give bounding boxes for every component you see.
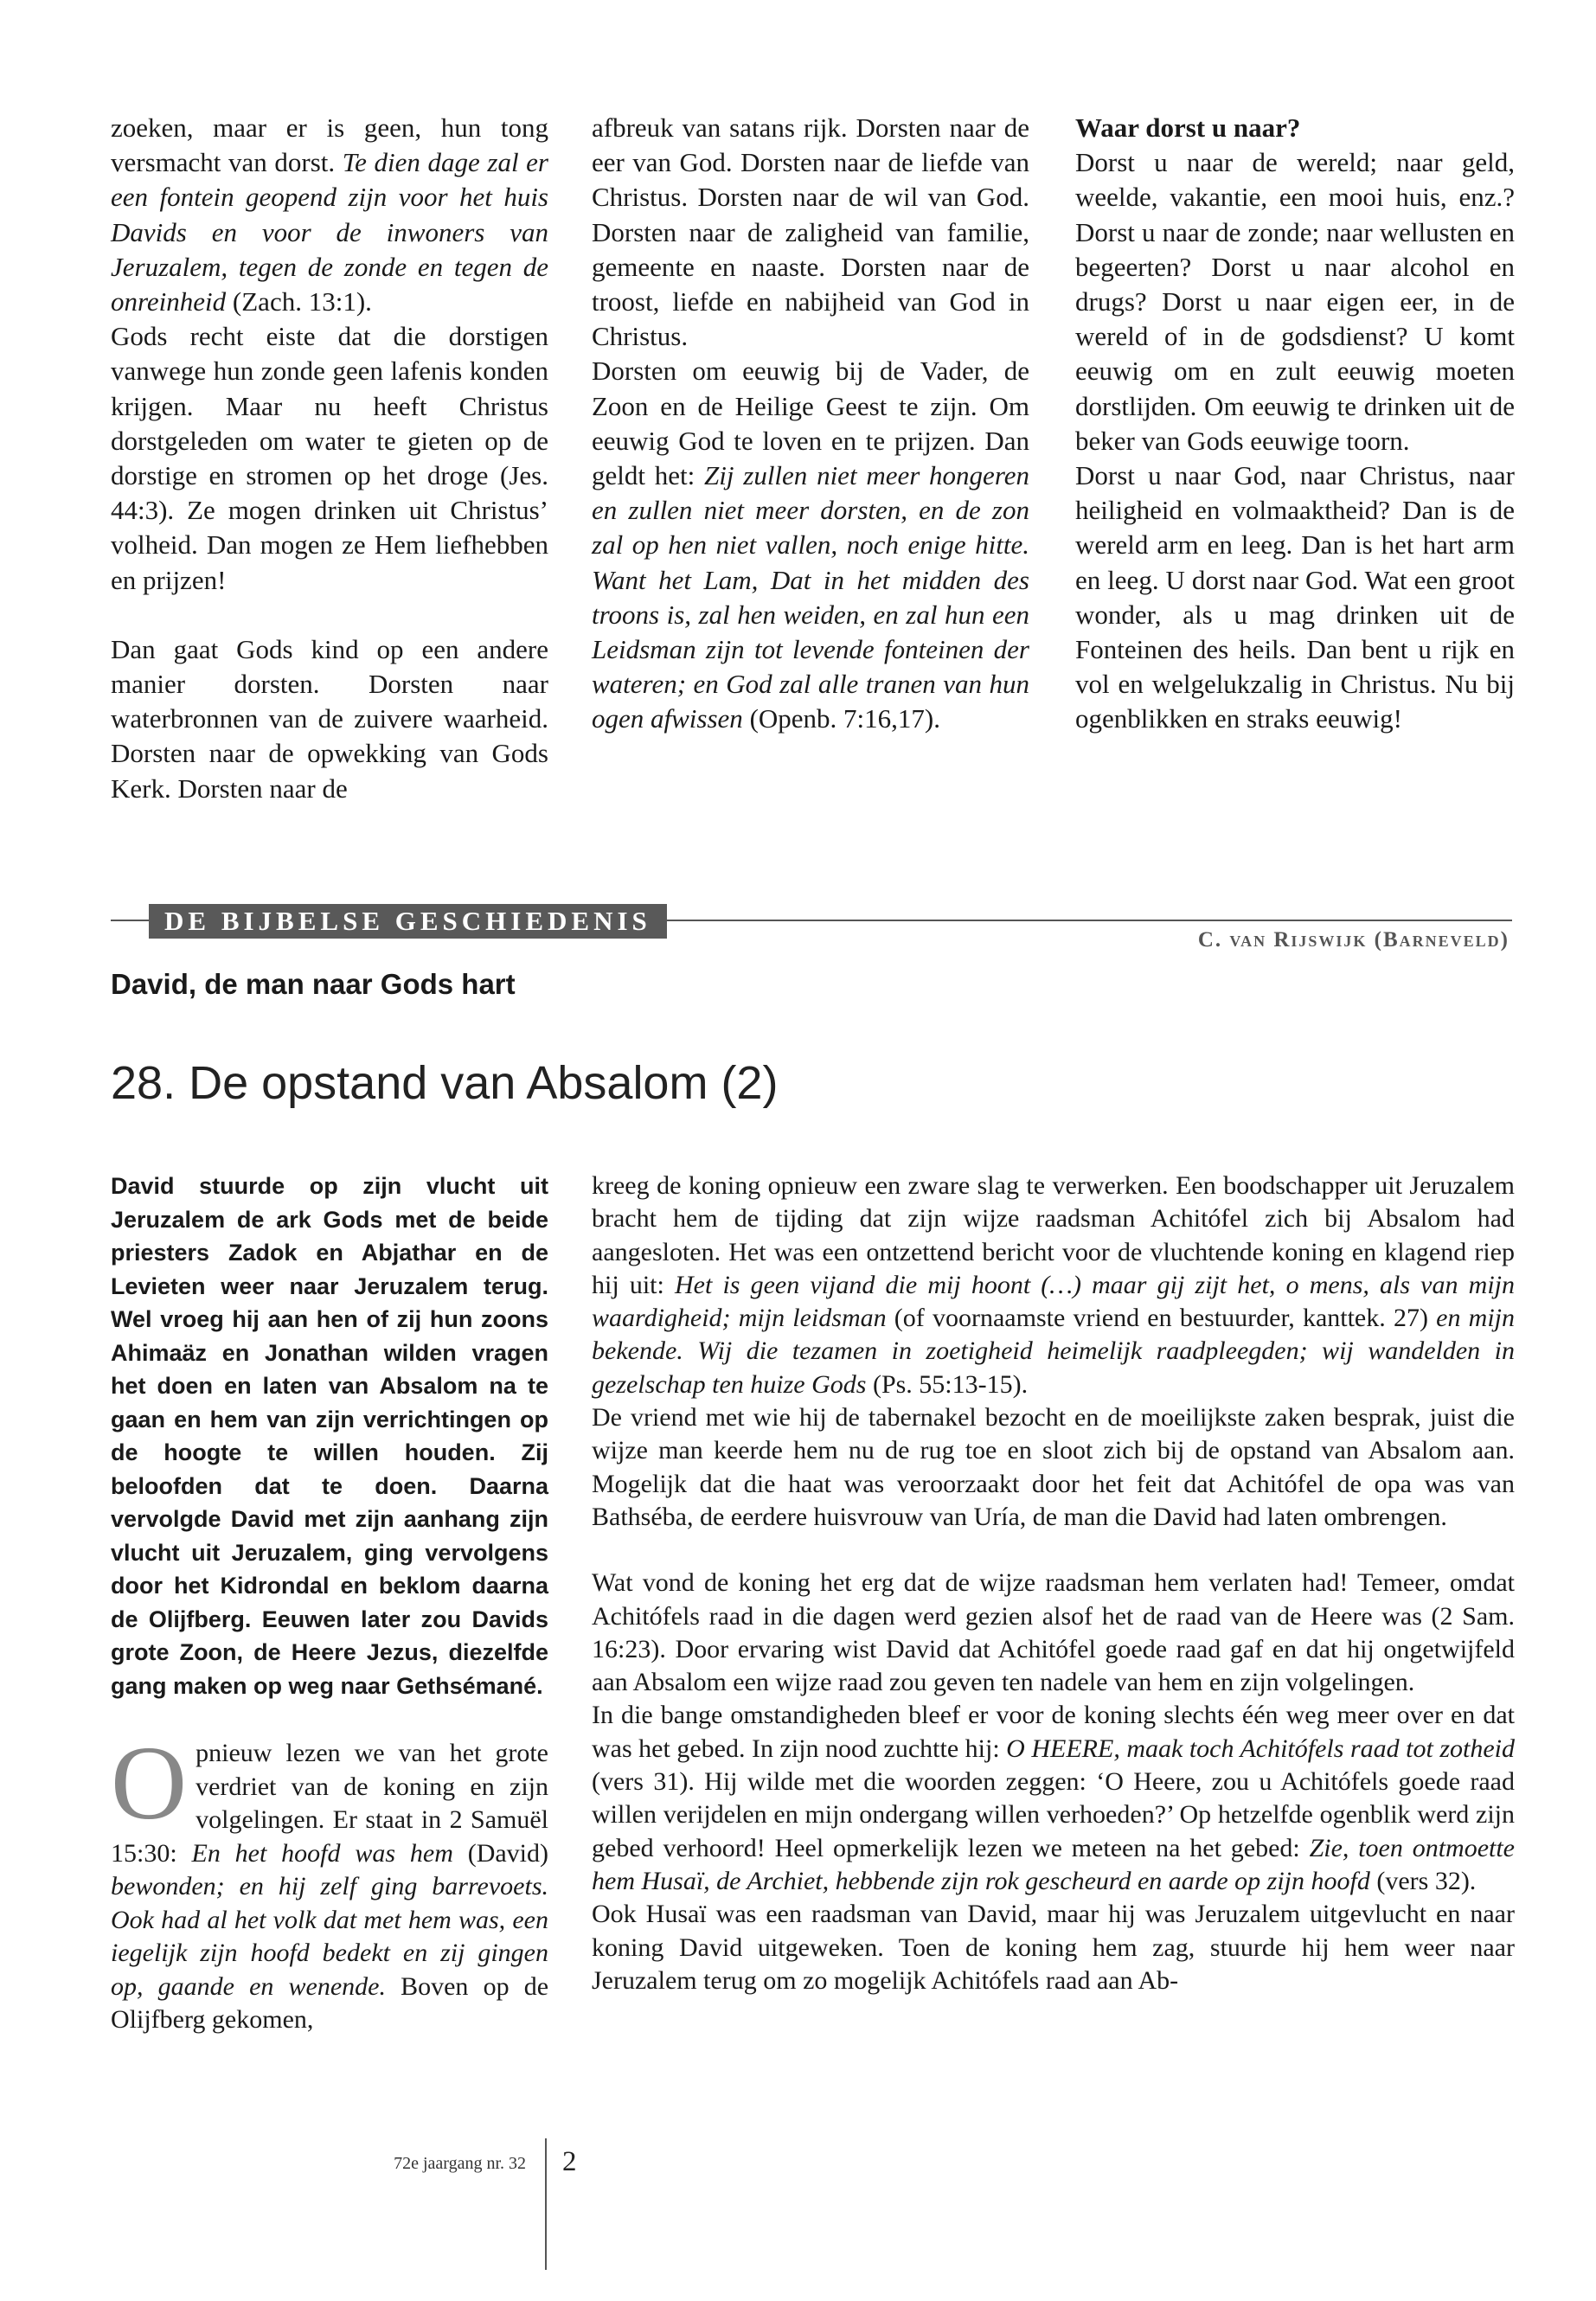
series-subtitle: David, de man naar Gods hart bbox=[111, 968, 516, 1000]
article-paragraph-3: Wat vond de koning het erg dat de wijze raadsman hem verlaten had! Temeer, omdat Achitófels raad in die dagen werd gezien alsof het de raad van de Heere was (2 Sam. 16:23). Door ervaring wist David dat Achitófel goede raad gaf en dat hij ongetwijfeld aan Absalom een wijze raad zou geven ten nadele van hem en zijn volgelingen. bbox=[592, 1568, 1515, 1697]
col1-paragraph-1: zoeken, maar er is geen, hun tong versmacht van dorst. Te dien dage zal er een fontein geopend zijn voor het huis Davids en voor de inwoners van Jeruzalem, tegen de zonde en tegen de onreinheid (Zach. 13:1). bbox=[111, 112, 548, 317]
article-paragraph-2: De vriend met wie hij de tabernakel bezocht en de moeilijkste zaken besprak, juist die wijze man keerde hem nu de rug toe en sloot zich bij de opstand van Absalom aan. Mogelijk dat die haat was veroorzaakt door het feit dat Achitófel de opa was van Bathséba, de eerdere huisvrouw van Uría, de man die David had laten ombrengen. bbox=[592, 1403, 1515, 1531]
col3-paragraph-2: Dorst u naar God, naar Christus, naar heiligheid en volmaaktheid? Dan is de wereld arm en leeg. Dan is het hart arm en leeg. U dorst naar God. Wat een groot wonder, als u mag drinken uit de Fonteinen des heils. Dan bent u rijk en vol en welgelukzalig in Christus. Nu bij ogenblikken en straks eeuwig! bbox=[1075, 460, 1515, 734]
page-number: 2 bbox=[562, 2146, 577, 2177]
article-paragraph-5: Ook Husaï was een raadsman van David, maar hij was Jeruzalem uitgevlucht en naar koning David uitgeweken. Toen de koning hem zag, stuurde hij hem weer naar Jeruzalem terug om zo mogelijk Achitófels raad aan Ab- bbox=[592, 1900, 1515, 1995]
col2-paragraph-2: Dorsten om eeuwig bij de Vader, de Zoon en de Heilige Geest te zijn. Om eeuwig God te loven en te prijzen. Dan geldt het: Zij zullen niet meer hongeren en zullen niet meer dorsten, en de zon zal op hen niet vallen, noch enige hitte. Want het Lam, Dat in het midden des troons is, zal hen weiden, en zal hun een Leidsman zijn tot levende fonteinen der wateren; en God zal alle tranen van hun ogen afwissen (Openb. 7:16,17). bbox=[592, 356, 1029, 734]
article-right-column bbox=[592, 1170, 1515, 1997]
article-paragraph-1: kreeg de koning opnieuw een zware slag te verwerken. Een boodschapper uit Jeruzalem bracht hem de tijding dat zijn wijze raadsman Achitófel zich bij Absalom had aangesloten. Het was een ontzettend bericht voor de vluchtende koning en klagend riep hij uit: Het is geen vijand die mij hoont (…) maar gij zijt het, o mens, als van mijn waardigheid; mijn leidsman (of voornaamste vriend en bestuurder, kanttek. 27) en mijn bekende. Wij die tezamen in zoetigheid heimelijk raadpleegden; wij wandelden in gezelschap ten huize Gods (Ps. 55:13-15). bbox=[592, 1171, 1515, 1399]
column-3 bbox=[1075, 111, 1515, 737]
issue-info: 72e jaargang nr. 32 bbox=[394, 2154, 526, 2173]
author-byline: C. van Rijswijk (Barneveld) bbox=[1197, 928, 1509, 952]
col2-paragraph-1: afbreuk van satans rijk. Dorsten naar de eer van God. Dorsten naar de liefde van Christus. Dorsten naar de wil van God. Dorsten naar de zaligheid van familie, gemeente en naaste. Dorsten naar de troost, liefde en nabijheid van God in Christus. bbox=[592, 112, 1029, 352]
footer-divider bbox=[545, 2138, 547, 2270]
article-intro: David stuurde op zijn vlucht uit Jeruzalem de ark Gods met de beide priesters Zadok en Abjathar en de Levieten weer naar Jeruzalem terug. Wel vroeg hij aan hen of zij hun zoons Ahimaäz en Jonathan wilden vragen het doen en laten van Absalom na te gaan en hem van zijn verrichtingen op de hoogte te willen houden. Zij beloofden dat te doen. Daarna vervolgde David met zijn aanhang zijn vlucht uit Jeruzalem, ging vervolgens door het Kidrondal en beklom daarna de Olijfberg. Eeuwen later zou Davids grote Zoon, de Heere Jezus, diezelfde gang maken op weg naar Gethsémané. bbox=[111, 1173, 548, 1699]
article-left-column bbox=[111, 1170, 548, 2037]
article-body-start: Opnieuw lezen we van het grote verdriet van de koning en zijn volgelingen. Er staat in 2 Samuël 15:30: En het hoofd was hem (David) bewonden; en hij zelf ging barrevoets. Ook had al het volk dat met hem was, een iegelijk zijn hoofd bedekt en zij gingen op, gaande en wenende. Boven op de Olijfberg gekomen, bbox=[111, 1725, 549, 2034]
drop-cap: O bbox=[111, 1725, 188, 1842]
article-paragraph-4: In die bange omstandigheden bleef er voor de koning slechts één weg meer over en dat was het gebed. In zijn nood zuchtte hij: O HEERE, maak toch Achitófels raad tot zotheid (vers 31). Hij wilde met die woorden zeggen: ‘O Heere, zou u Achitófels goede raad willen verijdelen en mijn ondergang willen verhoeden?’ Op hetzelfde ogenblik werd zijn gebed verhoord! Heel opmerkelijk lezen we meteen na het gebed: Zie, toen ontmoette hem Husaï, de Archiet, hebbende zijn rok gescheurd en aarde op zijn hoofd (vers 32). bbox=[592, 1701, 1515, 1895]
section-label: DE BIJBELSE GESCHIEDENIS bbox=[149, 904, 667, 939]
col3-paragraph-1: Dorst u naar de wereld; naar geld, weelde, vakantie, een mooi huis, enz.? Dorst u naar de zonde; naar wellusten en begeerten? Dorst u naar alcohol en drugs? Dorst u naar eigen eer, in de wereld of in de godsdienst? U komt eeuwig om en zult eeuwig moeten dorstlijden. Om eeuwig te drinken uit de beker van Gods eeuwige toorn. bbox=[1075, 147, 1515, 456]
col3-heading: Waar dorst u naar? bbox=[1075, 112, 1301, 143]
col1-paragraph-2: Gods recht eiste dat die dorstigen vanwege hun zonde geen lafenis konden krijgen. Maar nu heeft Christus dorstgeleden om water te gieten op de dorstige en stromen op het droge (Jes. 44:3). Ze mogen drinken uit Christus’ volheid. Dan mogen ze Hem liefhebben en prijzen! bbox=[111, 321, 548, 595]
col1-paragraph-3: Dan gaat Gods kind op een andere manier dorsten. Dorsten naar waterbronnen van de zuivere waarheid. Dorsten naar de opwekking van Gods Kerk. Dorsten naar de bbox=[111, 633, 548, 804]
column-2 bbox=[592, 111, 1029, 737]
article-title: 28. De opstand van Absalom (2) bbox=[111, 1057, 779, 1109]
column-1 bbox=[111, 111, 548, 806]
